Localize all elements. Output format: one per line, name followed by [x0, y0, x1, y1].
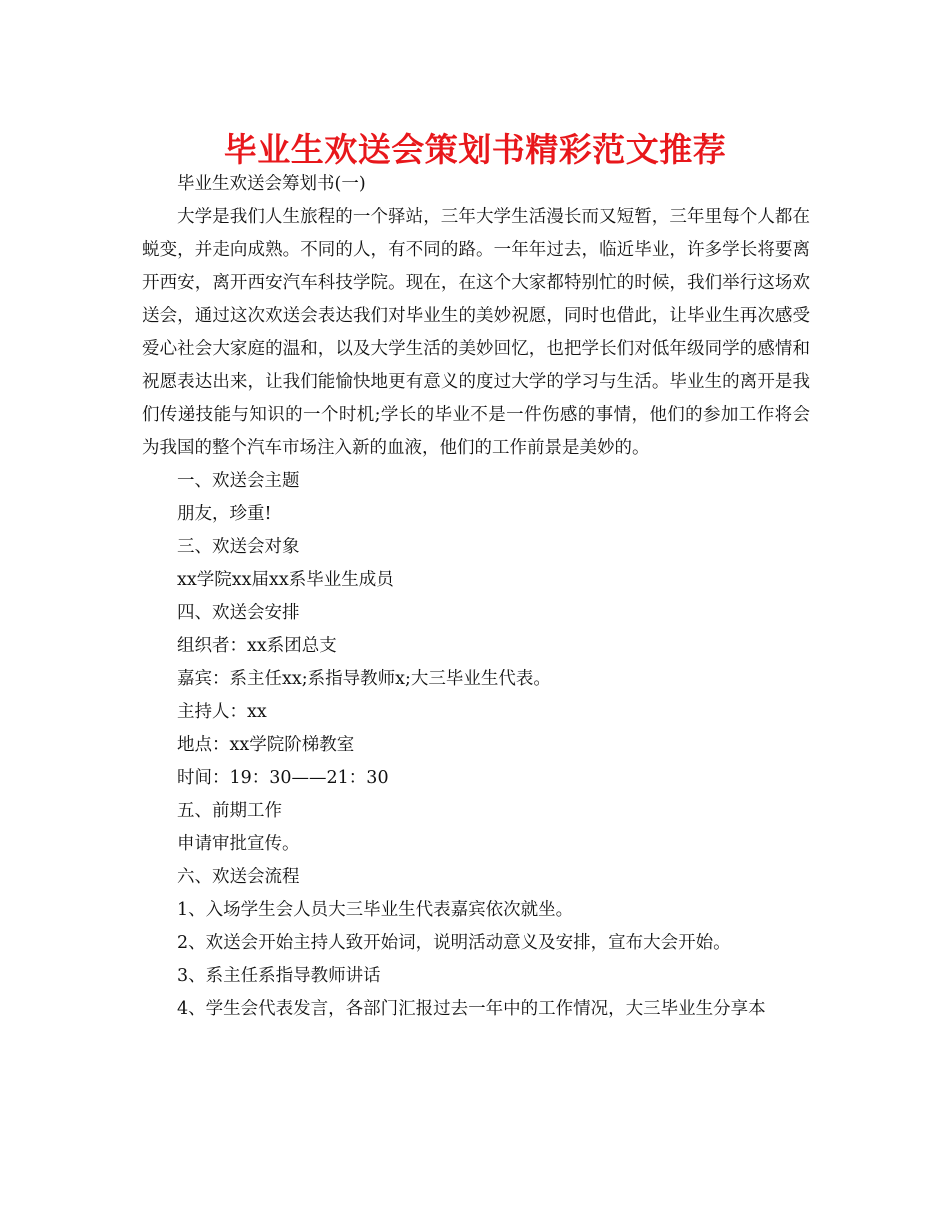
guests-line: 嘉宾：系主任xx;系指导教师x;大三毕业生代表。 — [177, 669, 551, 689]
section-theme-heading: 一、欢送会主题 — [177, 471, 300, 491]
section-arrangement-heading: 四、欢送会安排 — [177, 603, 300, 623]
location-line: 地点：xx学院阶梯教室 — [177, 735, 355, 755]
section-prework-heading: 五、前期工作 — [177, 801, 282, 821]
document-body — [142, 168, 810, 1026]
document-title: 毕业生欢送会策划书精彩范文推荐 — [223, 130, 727, 169]
prework-text: 申请审批宣传。 — [177, 834, 300, 854]
process-step-3: 3、系主任系指导教师讲话 — [177, 966, 381, 986]
host-line: 主持人：xx — [177, 702, 267, 722]
intro-paragraph: 大学是我们人生旅程的一个驿站，三年大学生活漫长而又短暂，三年里每个人都在蜕变，并走向成熟。不同的人，有不同的路。一年年过去，临近毕业，许多学长将要离开西安，离开西安汽车科技学院。现在，在这个大家都特别忙的时候，我们举行这场欢送会，通过这次欢送会表达我们对毕业生的美妙祝愿，同时也借此，让毕业生再次感受爱心社会大家庭的温和，以及大学生活的美妙回忆，也把学长们对低年级同学的感情和祝愿表达出来，让我们能愉快地更有意义的度过大学的学习与生活。毕业生的离开是我们传递技能与知识的一个时机;学长的毕业不是一件伤感的事情，他们的参加工作将会为我国的整个汽车市场注入新的血液，他们的工作前景是美妙的。 — [142, 207, 810, 458]
theme-text: 朋友，珍重! — [177, 504, 272, 524]
process-step-2: 2、欢送会开始主持人致开始词，说明活动意义及安排，宣布大会开始。 — [177, 933, 731, 953]
process-step-4: 4、学生会代表发言，各部门汇报过去一年中的工作情况，大三毕业生分享本 — [177, 999, 766, 1019]
document-subtitle: 毕业生欢送会筹划书(一) — [177, 174, 366, 194]
organizer-line: 组织者：xx系团总支 — [177, 636, 337, 656]
section-process-heading: 六、欢送会流程 — [177, 867, 300, 887]
process-step-1: 1、入场学生会人员大三毕业生代表嘉宾依次就坐。 — [177, 900, 574, 920]
section-audience-heading: 三、欢送会对象 — [177, 537, 300, 557]
audience-text: xx学院xx届xx系毕业生成员 — [177, 570, 394, 590]
time-line: 时间：19：30——21：30 — [177, 768, 389, 788]
